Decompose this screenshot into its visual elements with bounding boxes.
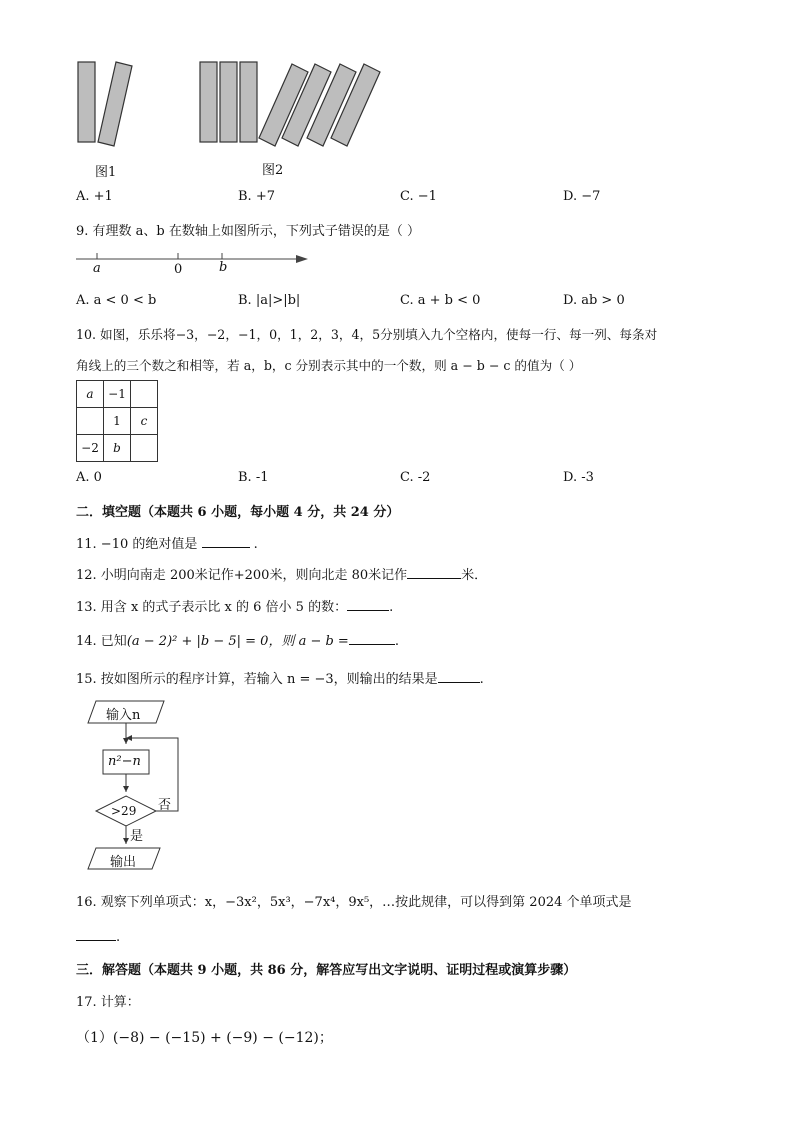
bars-figure — [0, 0, 794, 160]
number-line — [0, 248, 794, 288]
q14-expression: (a − 2)² + |b − 5| = 0，则 a − b = — [126, 634, 349, 649]
flow-process-label: n²−n — [108, 754, 141, 769]
grid-cell: −2 — [77, 435, 104, 462]
fig2-vertical-bar-2 — [220, 62, 237, 142]
q9-option-c: C. a + b < 0 — [400, 293, 481, 308]
q15-end: . — [479, 672, 484, 687]
q17-part1: （1）(−8) − (−15) + (−9) − (−12)； — [76, 1030, 333, 1046]
magic-square — [76, 380, 158, 462]
q13-end: . — [389, 600, 394, 615]
section2-heading: 二．填空题（本题共 6 小题，每小题 4 分，共 24 分） — [76, 505, 400, 520]
answer-blank — [438, 670, 480, 683]
axis-label-b: b — [219, 260, 228, 275]
flow-input-label: 输入n — [106, 708, 141, 723]
q10-line1: 10. 如图，乐乐将−3，−2，−1，0，1，2，3，4，5分别填入九个空格内，使每一行、每一列、每条对 — [76, 327, 658, 342]
axis-label-zero: 0 — [174, 262, 183, 277]
q10-option-d: D. -3 — [563, 470, 594, 485]
grid-cell: −1 — [104, 381, 131, 408]
q16-end: . — [116, 930, 121, 945]
q9-option-b: B. |a|>|b| — [238, 293, 301, 308]
q11-end: . — [253, 537, 258, 552]
fig2-vertical-bar-1 — [200, 62, 217, 142]
q14-end: . — [394, 634, 399, 649]
q10-option-c: C. -2 — [400, 470, 431, 485]
q8-option-d: D. −7 — [563, 189, 601, 204]
q16-line1: 16. 观察下列单项式：x，−3x²，5x³，−7x⁴，9x⁵，…按此规律，可以得到第 2024 个单项式是 — [76, 895, 632, 910]
grid-cell: c — [131, 408, 158, 435]
section3-heading: 三．解答题（本题共 9 小题，共 86 分，解答应写出文字说明、证明过程或演算步骤） — [76, 963, 577, 978]
flow-output-label: 输出 — [110, 855, 137, 870]
q10-line2: 角线上的三个数之和相等，若 a，b，c 分别表示其中的一个数，则 a − b − c 的值为（ ） — [76, 358, 582, 373]
q10-option-b: B. -1 — [238, 470, 269, 485]
q14-text: 14. 已知 — [76, 634, 127, 649]
q9-option-a: A. a < 0 < b — [76, 293, 157, 308]
q11-text: 11. −10 的绝对值是 — [76, 537, 198, 552]
axis-label-a: a — [93, 261, 101, 276]
grid-cell: a — [77, 381, 104, 408]
fig1-tilted-bar — [98, 62, 132, 146]
q9-question: 9. 有理数 a、b 在数轴上如图所示，下列式子错误的是（ ） — [76, 224, 421, 239]
answer-blank — [407, 566, 461, 579]
q8-option-a: A. +1 — [76, 189, 113, 204]
answer-blank — [347, 598, 389, 611]
q8-option-c: C. −1 — [400, 189, 437, 204]
q12-text: 12. 小明向南走 200米记作+200米，则向北走 80米记作 — [76, 568, 408, 583]
answer-blank — [76, 928, 116, 941]
grid-cell — [131, 381, 158, 408]
fig2-caption: 图2 — [262, 163, 284, 178]
flow-yes-label: 是 — [130, 829, 144, 844]
q15 — [76, 668, 484, 687]
answer-blank — [202, 535, 250, 548]
flow-no-label: 否 — [158, 798, 172, 813]
grid-cell: b — [104, 435, 131, 462]
q12-end: 米． — [461, 568, 488, 583]
q11 — [76, 533, 258, 552]
q17-title: 17. 计算： — [76, 995, 140, 1010]
grid-cell: 1 — [104, 408, 131, 435]
fig2-vertical-bar-3 — [240, 62, 257, 142]
answer-blank — [349, 632, 395, 645]
fig1-caption: 图1 — [95, 165, 117, 180]
flow-decision-label: >29 — [111, 804, 137, 818]
q16-line2 — [76, 928, 120, 945]
q8-option-b: B. +7 — [238, 189, 275, 204]
q13-text: 13. 用含 x 的式子表示比 x 的 6 倍小 5 的数： — [76, 600, 348, 615]
q15-text: 15. 按如图所示的程序计算，若输入 n = −3，则输出的结果是 — [76, 672, 438, 687]
q10-option-a: A. 0 — [76, 470, 102, 485]
fig1-vertical-bar — [78, 62, 95, 142]
q9-option-d: D. ab > 0 — [563, 293, 625, 308]
grid-cell — [131, 435, 158, 462]
grid-cell — [77, 408, 104, 435]
q12 — [76, 564, 487, 583]
q13 — [76, 596, 393, 615]
q14 — [76, 630, 399, 649]
